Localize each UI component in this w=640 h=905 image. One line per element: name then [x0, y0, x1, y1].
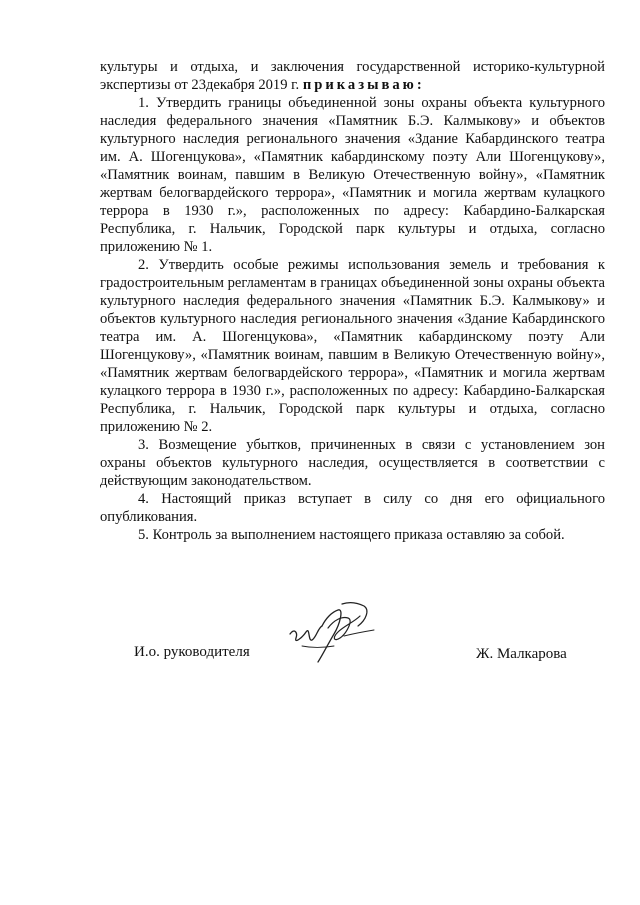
intro-paragraph	[100, 58, 605, 94]
item-5: 5. Контроль за выполнением настоящего приказа оставляю за собой.	[138, 527, 565, 543]
item-3: 3. Возмещение убытков, причиненных в связи с установлением зон охраны объектов культурного наследия, осуществляется в соответствии с действующим законодательством.	[100, 437, 605, 489]
signatory-name: Ж. Малкарова	[476, 646, 567, 662]
intro-line-1: культуры и отдыха, и заключения государственной историко-культурной	[100, 59, 605, 75]
order-text	[100, 58, 605, 544]
item-2: 2. Утвердить особые режимы использования земель и требования к градостроительным регламентам в границах объединенной зоны охраны объекта культурного наследия федерального значения «Памятник Б.Э. Калмыкову» и объектов культурного наследия регионального значения «Здание Кабардинского театра им. А. Шогенцукова», «Памятник кабардинскому поэту Али Шогенцукову», «Памятник воинам, павшим в Великую Отечественную войну», «Памятник жертвам белогвардейского террора», «Памятник и могила жертвам кулацкого террора в 1930 г.», расположенных по адресу: Кабардино-Балкарская Республика, г. Нальчик, Городской парк культуры и отдыха, согласно приложению № 2.	[100, 257, 605, 435]
order-keyword: приказываю:	[302, 77, 425, 93]
signature-block	[0, 598, 640, 678]
item-4: 4. Настоящий приказ вступает в силу со дня его официального опубликования.	[100, 491, 605, 525]
item-1: 1. Утвердить границы объединенной зоны охраны объекта культурного наследия федерального значения «Памятник Б.Э. Калмыкову» и объектов культурного наследия регионального значения «Здание Кабардинского театра им. А. Шогенцукова», «Памятник кабардинскому поэту Али Шогенцукову», «Памятник воинам, павшим в Великую Отечественную войну», «Памятник жертвам белогвардейского террора», «Памятник и могила жертвам кулацкого террора в 1930 г.», расположенных по адресу: Кабардино-Балкарская Республика, г. Нальчик, Городской парк культуры и отдыха, согласно приложению № 1.	[100, 95, 605, 255]
handwritten-signature	[282, 598, 382, 668]
intro-line-2: экспертизы от 23декабря 2019 г.	[100, 77, 300, 93]
signatory-position: И.о. руководителя	[134, 644, 250, 660]
